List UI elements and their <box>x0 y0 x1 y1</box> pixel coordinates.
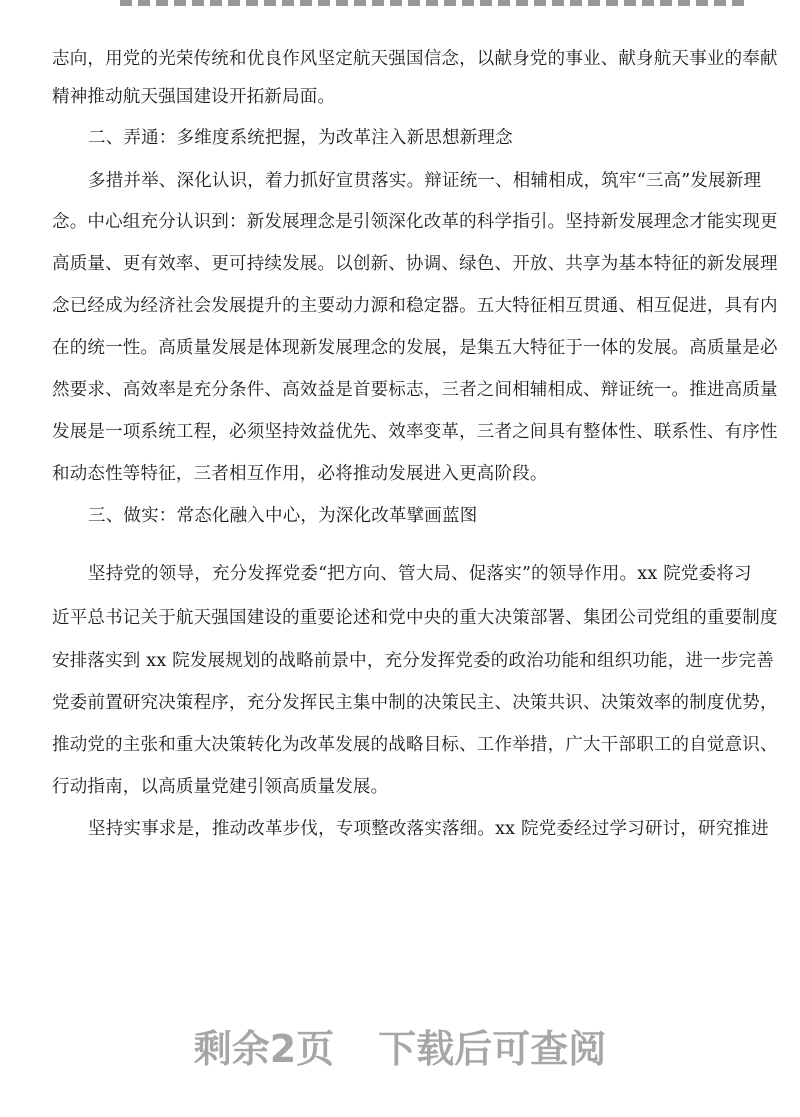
section-heading: 三、做实：常态化融入中心，为深化改革擘画蓝图 <box>88 506 478 526</box>
paragraph-line: 在的统一性。高质量发展是体现新发展理念的发展，是集五大特征于一体的发展。高质量是必 <box>52 338 778 358</box>
download-prompt[interactable] <box>0 1018 800 1073</box>
paragraph-line: 安排落实到 xx 院发展规划的战略前景中，充分发挥党委的政治功能和组织功能，进一步完善 <box>52 651 774 671</box>
paragraph-line: 然要求、高效率是充分条件、高效益是首要标志，三者之间相辅相成、辩证统一。推进高质量 <box>52 380 778 400</box>
cropped-previous-line <box>0 0 800 14</box>
paragraph-line: 近平总书记关于航天强国建设的重要论述和党中央的重大决策部署、集团公司党组的重要制度 <box>52 608 778 628</box>
paragraph-line: 坚持实事求是，推动改革步伐，专项整改落实落细。xx 院党委经过学习研讨，研究推进 <box>88 819 769 839</box>
remaining-pages-label: 剩余2页 <box>193 1027 335 1071</box>
paragraph-line: 推动党的主张和重大决策转化为改革发展的战略目标、工作举措，广大干部职工的自觉意识、 <box>52 735 778 755</box>
paragraph-line: 志向，用党的光荣传统和优良作风坚定航天强国信念，以献身党的事业、献身航天事业的奉献 <box>52 49 778 69</box>
paragraph-line: 行动指南，以高质量党建引领高质量发展。 <box>52 777 389 797</box>
paragraph-line: 党委前置研究决策程序，充分发挥民主集中制的决策民主、决策共识、决策效率的制度优势， <box>52 693 778 713</box>
download-to-view-label: 下载后可查阅 <box>378 1027 607 1071</box>
paragraph-line: 和动态性等特征，三者相互作用，必将推动发展进入更高阶段。 <box>52 464 548 484</box>
paragraph-line: 高质量、更有效率、更可持续发展。以创新、协调、绿色、开放、共享为基本特征的新发展理 <box>52 254 778 274</box>
paragraph-line: 多措并举、深化认识，着力抓好宣贯落实。辩证统一、相辅相成，筑牢“三高”发展新理 <box>88 171 762 191</box>
paragraph-line: 念已经成为经济社会发展提升的主要动力源和稳定器。五大特征相互贯通、相互促进，具有内 <box>52 296 778 316</box>
section-heading: 二、弄通：多维度系统把握，为改革注入新思想新理念 <box>88 128 513 148</box>
paragraph-line: 精神推动航天强国建设开拓新局面。 <box>52 87 336 107</box>
paragraph-line: 念。中心组充分认识到：新发展理念是引领深化改革的科学指引。坚持新发展理念才能实现更 <box>52 212 778 232</box>
paragraph-line: 坚持党的领导，充分发挥党委“把方向、管大局、促落实”的领导作用。xx 院党委将习 <box>88 564 752 584</box>
paragraph-line: 发展是一项系统工程，必须坚持效益优先、效率变革，三者之间具有整体性、联系性、有序性 <box>52 422 778 442</box>
